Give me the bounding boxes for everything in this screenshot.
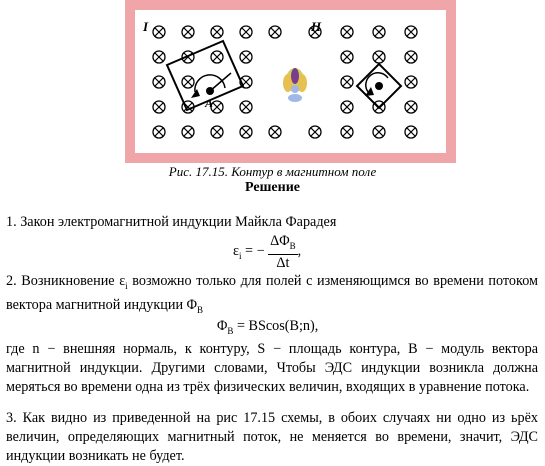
paragraph-4: 3. Как видно из приведенной на рис 17.15 схемы, в обоих случаях ни одно из ьрёх величин, определяющих магнитный поток, не меняется во времени, значит, ЭДС индукции возникать не будет. bbox=[6, 410, 538, 464]
paragraph-2-end: возможно только для полей с изменяющимся во времени потоком вектора магнитной индукции Φ bbox=[6, 273, 538, 313]
formula-faraday-num-sub: B bbox=[289, 240, 296, 251]
formula-faraday bbox=[233, 233, 301, 271]
formula-flux-rhs: = BScos bbox=[233, 318, 285, 334]
formula-faraday-lhs-sub: i bbox=[238, 251, 242, 262]
paragraph-1: 1. Закон электромагнитной индукции Майкла Фарадея bbox=[6, 214, 337, 230]
formula-flux-end: , bbox=[314, 318, 319, 334]
formula-flux-lhs: Φ bbox=[217, 318, 228, 334]
point-label: A bbox=[205, 96, 214, 110]
paragraph-2 bbox=[6, 272, 538, 320]
formula-flux bbox=[217, 318, 318, 336]
paragraph-2-sub: i bbox=[125, 280, 128, 291]
region-label-1: I bbox=[143, 19, 149, 34]
paragraph-3: где n − внешняя нормаль, к контуру, S − площадь контура, B − модуль вектора магнитной индукции. Другими словами, Чтобы ЭДС индукции возникла должна меряться во времени одна из трёх физических величин, входящих в уравнение потока. bbox=[6, 341, 538, 395]
formula-faraday-end: , bbox=[297, 243, 302, 260]
formula-flux-lhs-sub: B bbox=[227, 325, 234, 336]
paragraph-2-start: 2. Возникновение ε bbox=[6, 273, 126, 289]
formula-faraday-eq: = − bbox=[241, 243, 265, 260]
formula-flux-args: (B;n) bbox=[284, 318, 315, 334]
formula-faraday-num: ΔΦ bbox=[270, 233, 290, 249]
figure-caption: Рис. 17.15. Контур в магнитном поле bbox=[168, 164, 377, 179]
formula-faraday-lhs: ε bbox=[233, 243, 239, 260]
solution-heading: Решение bbox=[245, 180, 300, 195]
paragraph-2-sub2: B bbox=[196, 304, 203, 315]
region-label-2: II bbox=[311, 19, 322, 34]
formula-faraday-fraction bbox=[268, 233, 298, 271]
magnetic-field-figure bbox=[125, 0, 456, 163]
formula-faraday-den: Δt bbox=[276, 254, 290, 271]
